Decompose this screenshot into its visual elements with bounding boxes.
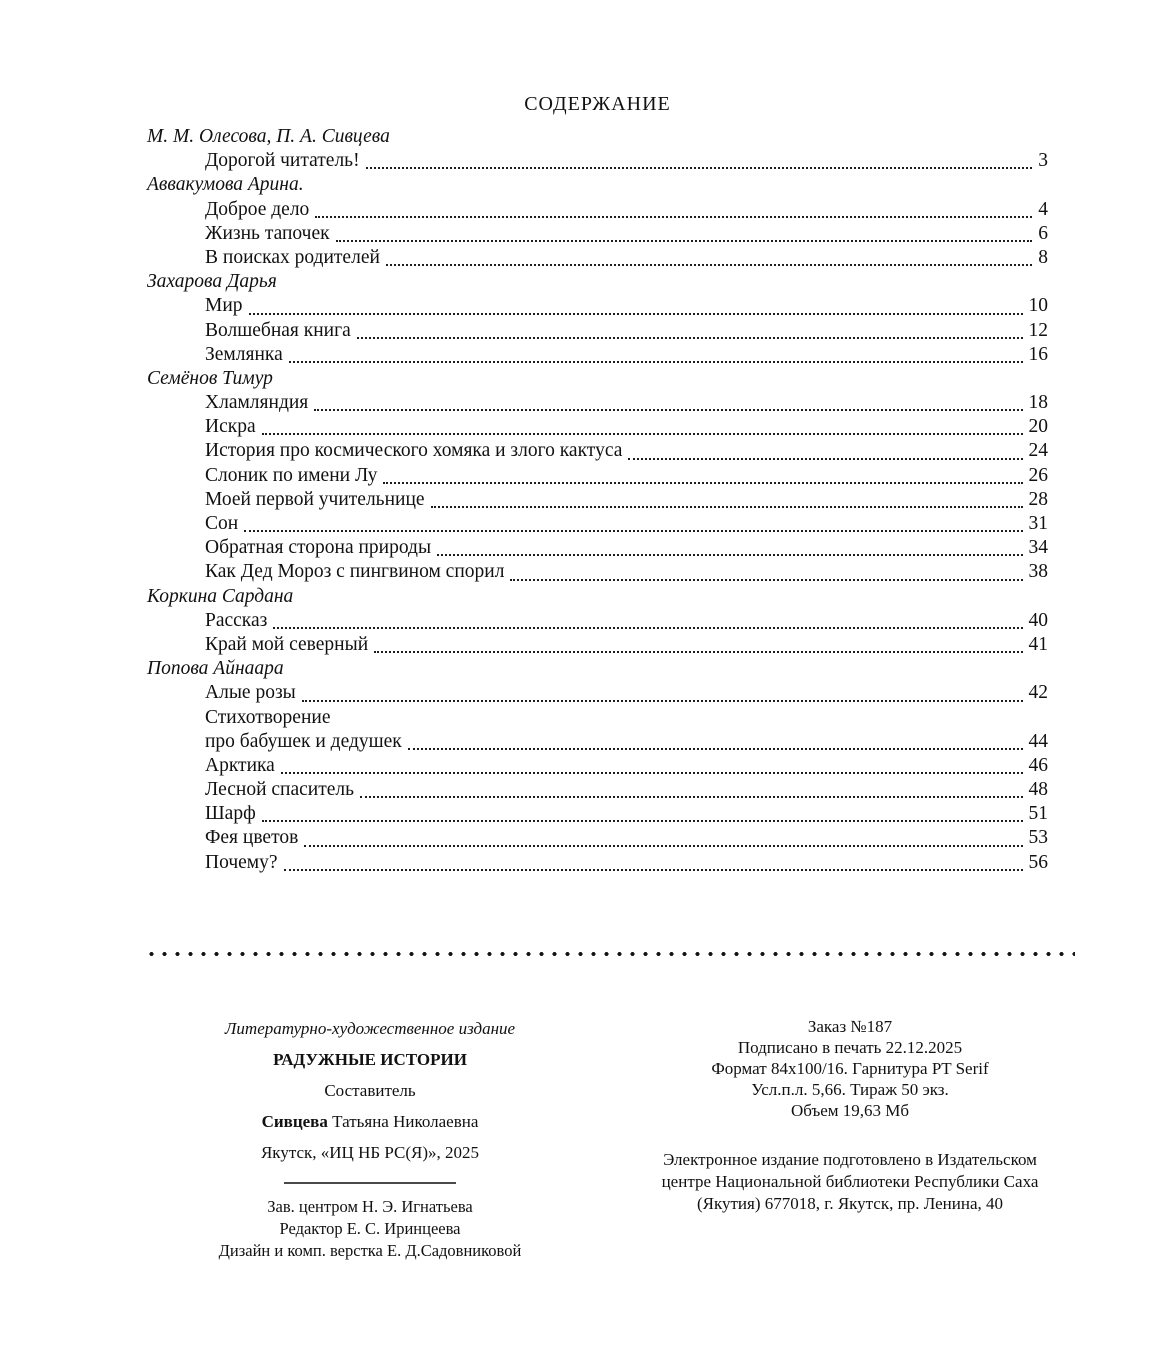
toc-entry-title: Волшебная книга (205, 319, 351, 341)
colophon-line: Усл.п.л. 5,66. Тираж 50 экз. (751, 1080, 949, 1099)
colophon-left (150, 1013, 590, 1262)
toc-entry-page: 16 (1028, 343, 1048, 365)
dot-leader (262, 802, 1023, 822)
toc-entry (147, 802, 1048, 826)
toc-entry-page: 53 (1028, 827, 1048, 849)
toc-author: Аввакумова Арина. (147, 174, 304, 196)
toc-entry (147, 222, 1048, 246)
dot-leader (273, 609, 1022, 629)
dot-leader (304, 826, 1022, 846)
toc-entry (147, 633, 1048, 657)
toc-entry-page: 20 (1028, 416, 1048, 438)
toc-entry (147, 730, 1048, 754)
toc-entry-page: 31 (1028, 513, 1048, 534)
dot-leader (360, 778, 1022, 798)
toc-entry-title: Сон (205, 513, 239, 534)
toc-entry-title: Жизнь тапочек (205, 222, 330, 244)
toc-entry (147, 681, 1048, 705)
toc-entry-title: Алые розы (205, 682, 296, 704)
toc-entry-title: Рассказ (205, 609, 268, 631)
toc-entry-title: Доброе дело (205, 198, 310, 220)
toc-entry-title: про бабушек и дедушек (205, 730, 402, 752)
toc-entry (147, 778, 1048, 802)
toc-entry-title: Дорогой читатель! (205, 150, 360, 172)
toc-entry (147, 609, 1048, 633)
publisher-note-list (640, 1149, 1060, 1215)
colophon-line: центре Национальной библиотеки Республики Саха (661, 1172, 1039, 1191)
dot-leader (628, 439, 1022, 459)
toc-list (147, 125, 1048, 875)
colophon-line: Зав. центром Н. Э. Игнатьева (267, 1197, 473, 1216)
compiler-rest: Татьяна Николаевна (327, 1112, 479, 1131)
toc-entry (147, 198, 1048, 222)
divider-rule (284, 1182, 456, 1184)
toc-entry-title: Слоник по имени Лу (205, 464, 378, 486)
dot-leader (249, 294, 1023, 314)
book-title: РАДУЖНЫЕ ИСТОРИИ (273, 1050, 467, 1069)
dot-leader (366, 149, 1033, 169)
toc-entry-title: Фея цветов (205, 827, 299, 849)
toc-entry-page: 18 (1028, 392, 1048, 414)
dot-leader (302, 681, 1023, 701)
colophon-line: Объем 19,63 Мб (790, 1101, 910, 1120)
dot-leader (408, 730, 1023, 750)
toc-entry (147, 415, 1048, 439)
toc-entry-title: Шарф (205, 803, 256, 825)
toc-entry-page: 3 (1038, 150, 1048, 172)
toc-entry-title: Арктика (205, 754, 275, 776)
dot-leader (315, 198, 1032, 218)
toc-entry-page: 38 (1028, 561, 1048, 583)
toc-entry (147, 464, 1048, 488)
page-title: СОДЕРЖАНИЕ (524, 93, 671, 115)
toc-entry-page: 8 (1038, 246, 1048, 268)
dot-leader (357, 319, 1023, 339)
dot-leader (289, 343, 1023, 363)
toc-entry (147, 706, 1048, 730)
toc-author: Захарова Дарья (147, 271, 277, 293)
dot-leader (386, 246, 1032, 266)
toc-entry-page: 28 (1028, 488, 1048, 510)
toc-entry-page: 24 (1028, 440, 1048, 462)
toc-entry-page: 56 (1028, 851, 1048, 873)
toc-entry-page: 41 (1028, 633, 1048, 655)
toc-entry (147, 536, 1048, 560)
dot-leader (431, 488, 1023, 508)
toc-entry-title: Хламляндия (205, 392, 309, 414)
toc-entry-title: Как Дед Мороз с пингвином спорил (205, 561, 505, 583)
toc-entry (147, 294, 1048, 318)
print-info-list (640, 1016, 1060, 1121)
toc-entry-page: 34 (1028, 537, 1048, 559)
toc-entry-page: 4 (1038, 198, 1048, 220)
toc-entry-page: 10 (1028, 295, 1048, 317)
toc-entry (147, 488, 1048, 512)
toc-entry-page: 44 (1028, 730, 1048, 752)
colophon-right (640, 1016, 1060, 1215)
toc-entry-title: Обратная сторона природы (205, 537, 432, 559)
dot-leader (336, 222, 1033, 242)
toc-entry (147, 149, 1048, 173)
toc-section (147, 92, 1048, 875)
dot-leader (262, 415, 1023, 435)
edition-type: Литературно-художественное издание (224, 1019, 516, 1038)
toc-entry-title: Моей первой учительнице (205, 488, 425, 510)
toc-entry (147, 343, 1048, 367)
toc-entry-title: В поисках родителей (205, 246, 380, 268)
dot-leader (383, 464, 1022, 484)
toc-entry-title: Стихотворение (205, 706, 331, 728)
toc-entry (147, 560, 1048, 584)
colophon-line: (Якутия) 677018, г. Якутск, пр. Ленина, 40 (696, 1194, 1004, 1213)
colophon-line: Подписано в печать 22.12.2025 (737, 1038, 963, 1057)
toc-entry-page: 51 (1028, 803, 1048, 825)
toc-entry-page: 26 (1028, 464, 1048, 486)
toc-entry-page: 42 (1028, 682, 1048, 704)
dot-leader (244, 512, 1022, 532)
compiler-label: Составитель (324, 1081, 416, 1100)
toc-entry (147, 512, 1048, 536)
toc-entry-title: Лесной спаситель (205, 779, 355, 801)
toc-entry-title: Искра (205, 416, 256, 438)
colophon-line: Электронное издание подготовлено в Издательском (663, 1150, 1037, 1169)
toc-entry-page: 46 (1028, 754, 1048, 776)
toc-author: М. М. Олесова, П. А. Сивцева (147, 126, 390, 147)
toc-entry (147, 319, 1048, 343)
dot-leader (374, 633, 1022, 653)
toc-entry-title: Почему? (205, 851, 278, 873)
toc-entry-title: История про космического хомяка и злого кактуса (205, 440, 623, 462)
compiler-surname: Сивцева (261, 1112, 328, 1131)
toc-entry (147, 754, 1048, 778)
imprint-line: Якутск, «ИЦ НБ РС(Я)», 2025 (260, 1143, 480, 1162)
toc-entry-page: 6 (1038, 222, 1048, 244)
colophon-line: Заказ №187 (807, 1017, 893, 1036)
dotted-separator (145, 948, 1075, 960)
staff-list (150, 1196, 590, 1262)
toc-entry (147, 439, 1048, 463)
colophon-line: Формат 84х100/16. Гарнитура PT Serif (711, 1059, 989, 1078)
toc-author: Семёнов Тимур (147, 367, 273, 389)
compiler-name (150, 1106, 590, 1137)
toc-entry (147, 826, 1048, 850)
toc-entry (147, 391, 1048, 415)
dot-leader (314, 391, 1022, 411)
toc-entry-title: Край мой северный (205, 633, 369, 655)
toc-entry-page: 48 (1028, 779, 1048, 801)
toc-entry (147, 851, 1048, 875)
toc-entry (147, 246, 1048, 270)
colophon-line: Редактор Е. С. Иринцеева (279, 1219, 461, 1238)
toc-entry-title: Землянка (205, 343, 283, 365)
dot-leader (437, 536, 1022, 556)
toc-entry-title: Мир (205, 295, 243, 317)
toc-author: Коркина Сардана (147, 585, 294, 607)
toc-entry-page: 12 (1028, 319, 1048, 341)
colophon-line: Дизайн и комп. верстка Е. Д.Садовниковой (218, 1241, 522, 1260)
toc-entry-page: 40 (1028, 609, 1048, 631)
dot-leader (510, 560, 1022, 580)
dot-leader (281, 754, 1023, 774)
toc-author: Попова Айнаара (147, 658, 284, 680)
dot-leader (284, 851, 1023, 871)
